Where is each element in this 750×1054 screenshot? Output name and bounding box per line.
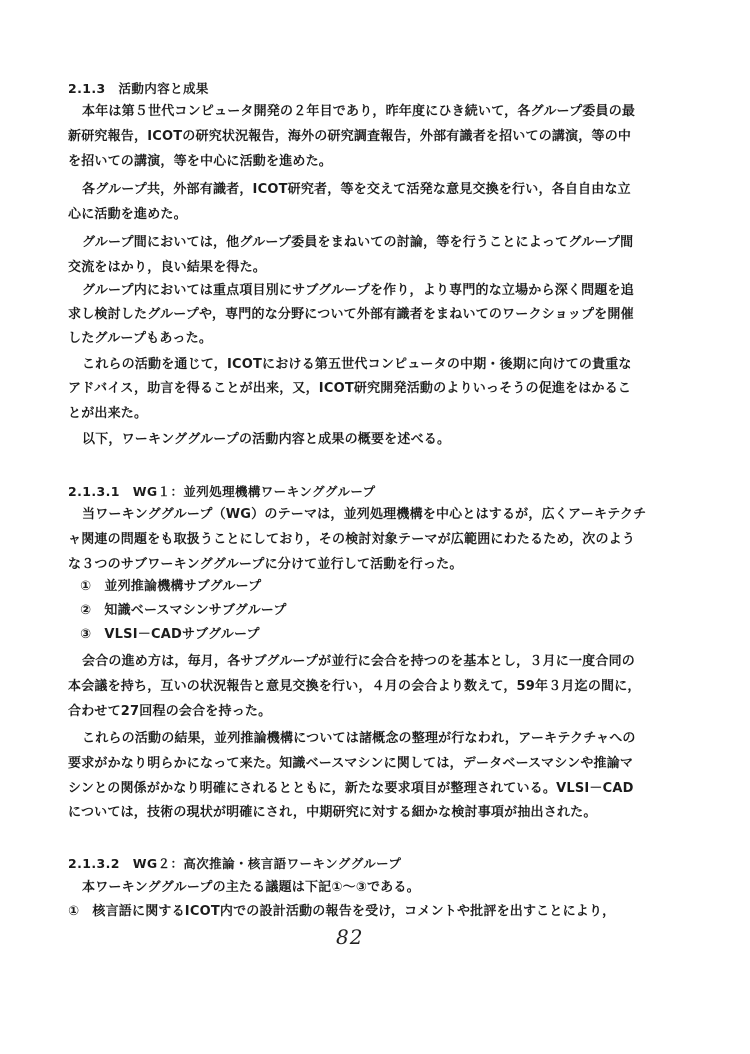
list-item: ① 核言語に関するICOT内での設計活動の報告を受け，コメントや批評を出すことにより，: [68, 904, 616, 919]
paragraph-line: これらの活動を通じて，ICOTにおける第五世代コンピュータの中期・後期に向けての貴重な: [82, 357, 632, 372]
paragraph-line: とが出来た。: [68, 406, 148, 421]
paragraph-line: 本ワーキンググループの主たる議題は下記①～③である。: [82, 880, 420, 895]
paragraph-line: グループ内においては重点項目別にサブグループを作り，より専門的な立場から深く問題を追: [82, 283, 634, 298]
paragraph-line: 交流をはかり，良い結果を得た。: [68, 260, 267, 275]
paragraph-line: 会合の進め方は，毎月，各サブグループが並行に会合を持つのを基本とし，３月に一度合同の: [82, 654, 635, 669]
paragraph-line: 本年は第５世代コンピュータ開発の２年目であり，昨年度にひき続いて，各グループ委員の最: [82, 104, 636, 119]
list-item: ② 知識ベースマシンサブグループ: [80, 603, 287, 618]
paragraph-line: 合わせて27回程の会合を持った。: [68, 704, 272, 719]
paragraph-line: 各グループ共，外部有識者，ICOT研究者，等を交えて活発な意見交換を行い，各自自由な立: [82, 182, 631, 197]
paragraph-line: 当ワーキンググループ（WG）のテーマは，並列処理機構を中心とはするが，広くアーキテクチ: [82, 507, 647, 522]
paragraph-line: これらの活動の結果，並列推論機構については諸概念の整理が行なわれ，アーキテクチャへの: [82, 731, 636, 746]
paragraph-line: については，技術の現状が明確にされ，中期研究に対する細かな検討事項が抽出された。: [68, 805, 597, 820]
paragraph-line: 心に活動を進めた。: [68, 207, 187, 222]
page-number: 82: [336, 925, 364, 949]
paragraph-line: アドバイス，助言を得ることが出来，又，ICOT研究開発活動のよりいっそうの促進をはかるこ: [68, 381, 632, 396]
paragraph-line: シンとの関係がかなり明確にされるとともに，新たな要求項目が整理されている。VLSI－CAD: [68, 781, 634, 796]
list-item: ③ VLSI－CADサブグループ: [80, 627, 260, 642]
paragraph-line: 要求がかなり明らかになって来た。知識ベースマシンに関しては，データベースマシンや推論マ: [68, 756, 634, 771]
paragraph-line: 求し検討したグループや，専門的な分野について外部有識者をまねいてのワークショップを開催: [68, 307, 634, 322]
paragraph-line: したグループもあった。: [68, 331, 213, 346]
paragraph-line: 新研究報告，ICOTの研究状況報告，海外の研究調査報告，外部有識者を招いての講演，等の中: [68, 129, 632, 144]
list-item: ① 並列推論機構サブグループ: [80, 579, 262, 594]
paragraph-line: な３つのサブワーキンググループに分けて並行して活動を行った。: [68, 557, 463, 572]
section-heading-2-1-3-1: 2.1.3.1 WG１：並列処理機構ワーキンググループ: [68, 484, 376, 499]
paragraph-line: 以下，ワーキンググループの活動内容と成果の概要を述べる。: [82, 432, 451, 447]
paragraph-line: グループ間においては，他グループ委員をまねいての討論，等を行うことによってグループ間: [82, 235, 634, 250]
section-heading-2-1-3: 2.1.3 活動内容と成果: [68, 81, 209, 96]
paragraph-line: ャ関連の問題をも取扱うことにしており，その検討対象テーマが広範囲にわたるため，次のよう: [68, 532, 636, 547]
paragraph-line: 本会議を持ち，互いの状況報告と意見交換を行い，４月の会合より数えて，59年３月迄の間に，: [68, 679, 641, 694]
paragraph-line: を招いての講演，等を中心に活動を進めた。: [68, 154, 333, 169]
section-heading-2-1-3-2: 2.1.3.2 WG２：高次推論・核言語ワーキンググループ: [68, 856, 402, 871]
